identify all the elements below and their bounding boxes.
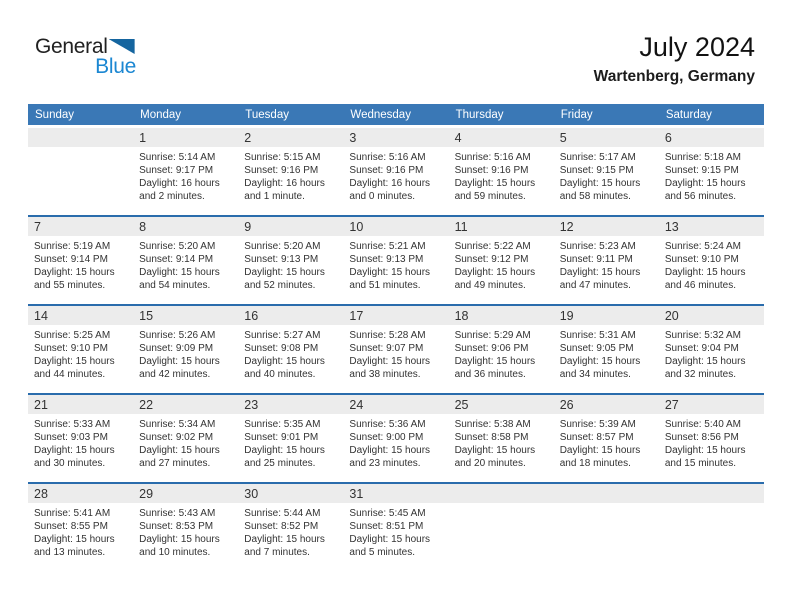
day-number: 28	[28, 484, 133, 503]
day-number: 29	[133, 484, 238, 503]
day-cell-12	[554, 217, 659, 304]
sunrise-text: Sunrise: 5:18 AM	[664, 152, 741, 163]
day-number: 20	[659, 306, 764, 325]
day-details	[554, 414, 659, 470]
daylight-text: Daylight: 15 hours and 59 minutes.	[454, 178, 536, 202]
sunset-text: Sunset: 9:13 PM	[349, 254, 424, 265]
day-details	[343, 414, 448, 470]
day-number: 7	[28, 217, 133, 236]
sunrise-text: Sunrise: 5:17 AM	[559, 152, 636, 163]
day-details	[133, 147, 238, 203]
day-cell-26	[554, 395, 659, 482]
sunrise-text: Sunrise: 5:20 AM	[244, 241, 321, 252]
sunset-text: Sunset: 9:16 PM	[244, 165, 319, 176]
sunrise-text: Sunrise: 5:28 AM	[349, 330, 426, 341]
day-cell-4	[449, 128, 554, 215]
day-cell-11	[449, 217, 554, 304]
sunrise-text: Sunrise: 5:41 AM	[34, 508, 111, 519]
day-cell-16	[238, 306, 343, 393]
sunrise-text: Sunrise: 5:26 AM	[139, 330, 216, 341]
day-number: 23	[238, 395, 343, 414]
day-cell-18	[449, 306, 554, 393]
day-details	[238, 147, 343, 203]
day-details	[343, 236, 448, 292]
day-details	[659, 147, 764, 203]
sunset-text: Sunset: 9:02 PM	[139, 432, 214, 443]
day-cell-25	[449, 395, 554, 482]
day-details	[28, 503, 133, 559]
week-row-2	[28, 215, 764, 304]
daylight-text: Daylight: 15 hours and 52 minutes.	[244, 267, 325, 291]
calendar-table	[28, 104, 764, 571]
sunrise-text: Sunrise: 5:27 AM	[244, 330, 321, 341]
sunrise-text: Sunrise: 5:21 AM	[349, 241, 426, 252]
day-number: 2	[238, 128, 343, 147]
day-details	[659, 325, 764, 381]
sunset-text: Sunset: 8:57 PM	[559, 432, 634, 443]
sunset-text: Sunset: 9:01 PM	[244, 432, 319, 443]
day-number: 30	[238, 484, 343, 503]
sunset-text: Sunset: 9:08 PM	[244, 343, 319, 354]
daylight-text: Daylight: 15 hours and 46 minutes.	[664, 267, 746, 291]
day-details	[133, 325, 238, 381]
month-title: July 2024	[639, 32, 755, 62]
day-cell-9	[238, 217, 343, 304]
daylight-text: Daylight: 15 hours and 49 minutes.	[454, 267, 536, 291]
day-details	[449, 414, 554, 470]
day-details	[659, 503, 764, 507]
sunset-text: Sunset: 8:51 PM	[349, 521, 424, 532]
daylight-text: Daylight: 15 hours and 32 minutes.	[664, 356, 746, 380]
sunrise-text: Sunrise: 5:32 AM	[664, 330, 741, 341]
day-cell-6	[659, 128, 764, 215]
sunrise-text: Sunrise: 5:34 AM	[139, 419, 216, 430]
sunset-text: Sunset: 9:03 PM	[34, 432, 108, 443]
day-number: 3	[343, 128, 448, 147]
day-details	[343, 325, 448, 381]
daylight-text: Daylight: 15 hours and 40 minutes.	[244, 356, 325, 380]
day-cell-27	[659, 395, 764, 482]
day-cell-empty	[449, 484, 554, 571]
day-cell-22	[133, 395, 238, 482]
sunset-text: Sunset: 9:04 PM	[664, 343, 739, 354]
day-number: 1	[133, 128, 238, 147]
sunset-text: Sunset: 8:55 PM	[34, 521, 108, 532]
day-details	[449, 236, 554, 292]
day-cell-1	[133, 128, 238, 215]
day-cell-31	[343, 484, 448, 571]
day-cell-29	[133, 484, 238, 571]
sunset-text: Sunset: 9:11 PM	[559, 254, 633, 265]
daylight-text: Daylight: 16 hours and 1 minute.	[244, 178, 325, 202]
daylight-text: Daylight: 15 hours and 55 minutes.	[34, 267, 115, 291]
sunrise-text: Sunrise: 5:15 AM	[244, 152, 321, 163]
logo-blue-text: Blue	[95, 55, 136, 78]
day-details	[238, 236, 343, 292]
day-details	[238, 503, 343, 559]
daylight-text: Daylight: 15 hours and 58 minutes.	[559, 178, 641, 202]
day-cell-30	[238, 484, 343, 571]
day-cell-14	[28, 306, 133, 393]
day-details	[133, 414, 238, 470]
day-details	[238, 414, 343, 470]
sunrise-text: Sunrise: 5:40 AM	[664, 419, 741, 430]
header-titles	[594, 33, 755, 86]
sunrise-text: Sunrise: 5:39 AM	[559, 419, 636, 430]
daylight-text: Daylight: 15 hours and 30 minutes.	[34, 445, 115, 469]
weekday-header-monday: Monday	[140, 108, 182, 121]
sunrise-text: Sunrise: 5:43 AM	[139, 508, 216, 519]
day-details	[449, 503, 554, 507]
sunrise-text: Sunrise: 5:25 AM	[34, 330, 111, 341]
sunset-text: Sunset: 8:53 PM	[139, 521, 214, 532]
sunrise-text: Sunrise: 5:23 AM	[559, 241, 636, 252]
day-details	[133, 236, 238, 292]
sunrise-text: Sunrise: 5:29 AM	[454, 330, 531, 341]
sunset-text: Sunset: 9:12 PM	[454, 254, 529, 265]
location-subtitle: Wartenberg, Germany	[593, 68, 755, 85]
sunrise-text: Sunrise: 5:33 AM	[34, 419, 111, 430]
day-cell-7	[28, 217, 133, 304]
sunrise-text: Sunrise: 5:16 AM	[349, 152, 426, 163]
day-number: 26	[554, 395, 659, 414]
weekday-header-row	[28, 104, 764, 125]
day-details	[28, 147, 133, 151]
daylight-text: Daylight: 16 hours and 2 minutes.	[139, 178, 220, 202]
sunset-text: Sunset: 9:06 PM	[454, 343, 529, 354]
sunrise-text: Sunrise: 5:22 AM	[454, 241, 531, 252]
day-number: 25	[449, 395, 554, 414]
sunset-text: Sunset: 9:14 PM	[34, 254, 108, 265]
daylight-text: Daylight: 15 hours and 10 minutes.	[139, 534, 220, 558]
daylight-text: Daylight: 15 hours and 25 minutes.	[244, 445, 325, 469]
week-row-4	[28, 393, 764, 482]
day-cell-8	[133, 217, 238, 304]
daylight-text: Daylight: 15 hours and 34 minutes.	[559, 356, 641, 380]
daylight-text: Daylight: 15 hours and 44 minutes.	[34, 356, 115, 380]
day-details	[554, 503, 659, 507]
day-details	[659, 236, 764, 292]
day-details	[28, 236, 133, 292]
day-cell-2	[238, 128, 343, 215]
day-number: 8	[133, 217, 238, 236]
sunset-text: Sunset: 9:15 PM	[664, 165, 739, 176]
day-cell-17	[343, 306, 448, 393]
day-number: 5	[554, 128, 659, 147]
calendar-weeks	[28, 125, 764, 571]
day-cell-empty	[659, 484, 764, 571]
sunset-text: Sunset: 8:58 PM	[454, 432, 529, 443]
day-number	[554, 484, 659, 503]
daylight-text: Daylight: 15 hours and 36 minutes.	[454, 356, 536, 380]
sunset-text: Sunset: 9:14 PM	[139, 254, 214, 265]
day-details	[659, 414, 764, 470]
daylight-text: Daylight: 15 hours and 51 minutes.	[349, 267, 431, 291]
weekday-header-saturday: Saturday	[665, 108, 712, 121]
sunrise-text: Sunrise: 5:24 AM	[664, 241, 741, 252]
day-number: 15	[133, 306, 238, 325]
daylight-text: Daylight: 15 hours and 42 minutes.	[139, 356, 220, 380]
day-number: 13	[659, 217, 764, 236]
sunset-text: Sunset: 9:07 PM	[349, 343, 424, 354]
day-cell-10	[343, 217, 448, 304]
day-number: 14	[28, 306, 133, 325]
day-cell-13	[659, 217, 764, 304]
weekday-header-sunday: Sunday	[35, 108, 75, 121]
daylight-text: Daylight: 15 hours and 54 minutes.	[139, 267, 220, 291]
week-row-5	[28, 482, 764, 571]
day-details	[343, 503, 448, 559]
general-blue-logo	[35, 37, 136, 76]
sunset-text: Sunset: 9:15 PM	[559, 165, 634, 176]
sunrise-text: Sunrise: 5:35 AM	[244, 419, 321, 430]
week-row-1	[28, 125, 764, 215]
day-details	[343, 147, 448, 203]
sunset-text: Sunset: 9:16 PM	[454, 165, 529, 176]
sunset-text: Sunset: 8:52 PM	[244, 521, 319, 532]
day-number: 6	[659, 128, 764, 147]
sunrise-text: Sunrise: 5:36 AM	[349, 419, 426, 430]
day-number: 22	[133, 395, 238, 414]
day-number	[449, 484, 554, 503]
daylight-text: Daylight: 15 hours and 38 minutes.	[349, 356, 431, 380]
day-cell-15	[133, 306, 238, 393]
day-number: 31	[343, 484, 448, 503]
day-details	[28, 325, 133, 381]
daylight-text: Daylight: 15 hours and 47 minutes.	[559, 267, 641, 291]
daylight-text: Daylight: 16 hours and 0 minutes.	[349, 178, 431, 202]
sunset-text: Sunset: 9:17 PM	[139, 165, 214, 176]
day-details	[28, 414, 133, 470]
day-number: 18	[449, 306, 554, 325]
sunset-text: Sunset: 9:00 PM	[349, 432, 424, 443]
sunrise-text: Sunrise: 5:31 AM	[559, 330, 636, 341]
day-cell-21	[28, 395, 133, 482]
day-cell-19	[554, 306, 659, 393]
sunset-text: Sunset: 9:13 PM	[244, 254, 319, 265]
sunrise-text: Sunrise: 5:45 AM	[349, 508, 426, 519]
sunrise-text: Sunrise: 5:44 AM	[244, 508, 321, 519]
day-number: 27	[659, 395, 764, 414]
logo-general-text: General	[35, 35, 108, 58]
sunset-text: Sunset: 9:09 PM	[139, 343, 214, 354]
daylight-text: Daylight: 15 hours and 15 minutes.	[664, 445, 746, 469]
day-cell-empty	[28, 128, 133, 215]
day-number: 21	[28, 395, 133, 414]
weekday-header-wednesday: Wednesday	[350, 108, 411, 121]
daylight-text: Daylight: 15 hours and 27 minutes.	[139, 445, 220, 469]
daylight-text: Daylight: 15 hours and 20 minutes.	[454, 445, 536, 469]
daylight-text: Daylight: 15 hours and 13 minutes.	[34, 534, 115, 558]
sunset-text: Sunset: 9:10 PM	[664, 254, 739, 265]
sunset-text: Sunset: 9:16 PM	[349, 165, 424, 176]
day-details	[554, 147, 659, 203]
daylight-text: Daylight: 15 hours and 56 minutes.	[664, 178, 746, 202]
sunrise-text: Sunrise: 5:20 AM	[139, 241, 216, 252]
daylight-text: Daylight: 15 hours and 5 minutes.	[349, 534, 431, 558]
day-number: 19	[554, 306, 659, 325]
day-number: 9	[238, 217, 343, 236]
day-number	[28, 128, 133, 147]
sunset-text: Sunset: 9:10 PM	[34, 343, 108, 354]
weekday-header-tuesday: Tuesday	[245, 108, 289, 121]
day-number: 12	[554, 217, 659, 236]
day-details	[554, 325, 659, 381]
day-cell-24	[343, 395, 448, 482]
day-details	[238, 325, 343, 381]
day-number	[659, 484, 764, 503]
sunrise-text: Sunrise: 5:16 AM	[454, 152, 531, 163]
day-details	[449, 147, 554, 203]
weekday-header-friday: Friday	[560, 108, 593, 121]
sunset-text: Sunset: 9:05 PM	[559, 343, 634, 354]
day-cell-23	[238, 395, 343, 482]
day-cell-5	[554, 128, 659, 215]
weekday-header-thursday: Thursday	[455, 108, 504, 121]
day-cell-20	[659, 306, 764, 393]
day-number: 16	[238, 306, 343, 325]
day-number: 11	[449, 217, 554, 236]
day-details	[449, 325, 554, 381]
week-row-3	[28, 304, 764, 393]
day-number: 10	[343, 217, 448, 236]
sunrise-text: Sunrise: 5:38 AM	[454, 419, 531, 430]
daylight-text: Daylight: 15 hours and 18 minutes.	[559, 445, 641, 469]
day-cell-empty	[554, 484, 659, 571]
daylight-text: Daylight: 15 hours and 23 minutes.	[349, 445, 431, 469]
logo-triangle-icon	[109, 39, 135, 54]
day-number: 17	[343, 306, 448, 325]
daylight-text: Daylight: 15 hours and 7 minutes.	[244, 534, 325, 558]
sunset-text: Sunset: 8:56 PM	[664, 432, 739, 443]
day-details	[554, 236, 659, 292]
day-number: 4	[449, 128, 554, 147]
sunrise-text: Sunrise: 5:14 AM	[139, 152, 216, 163]
sunrise-text: Sunrise: 5:19 AM	[34, 241, 111, 252]
day-cell-3	[343, 128, 448, 215]
day-details	[133, 503, 238, 559]
day-cell-28	[28, 484, 133, 571]
day-number: 24	[343, 395, 448, 414]
